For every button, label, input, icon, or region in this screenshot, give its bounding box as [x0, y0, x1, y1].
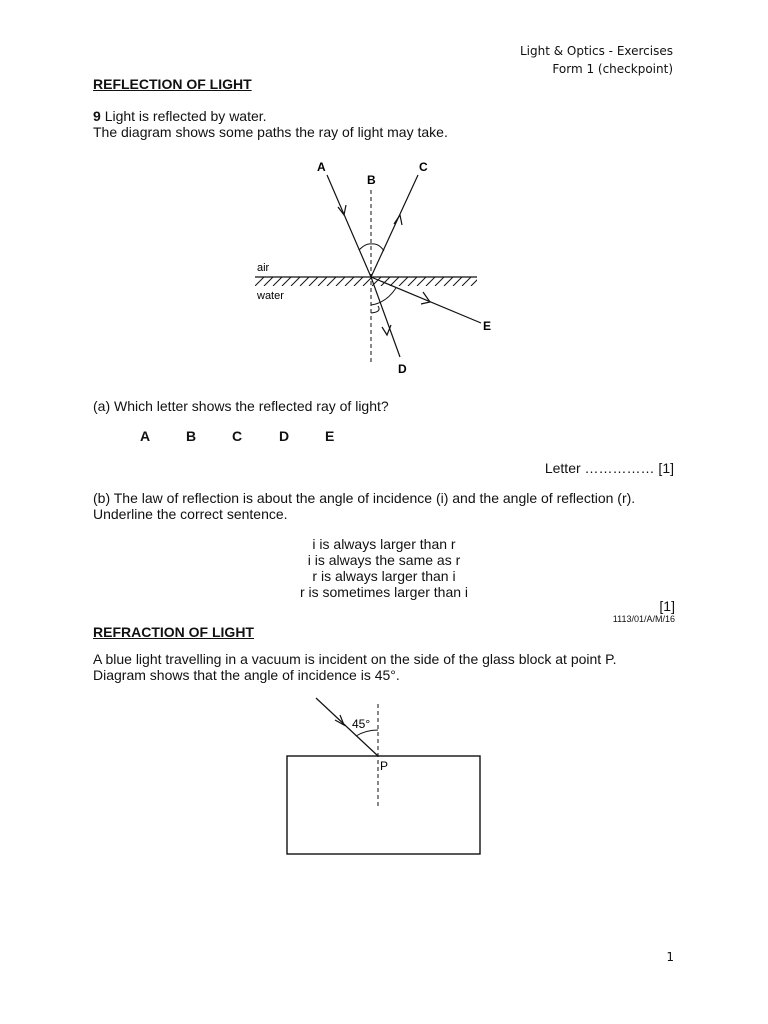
label-a: A [317, 160, 326, 174]
label-water: water [257, 290, 284, 302]
angle-arc-e [371, 288, 396, 305]
question-number: 9 [93, 108, 101, 124]
label-e: E [483, 319, 492, 333]
label-b: B [367, 173, 376, 187]
part-b-instruction: Underline the correct sentence. [93, 506, 288, 522]
part-b-question: (b) The law of reflection is about the angle of incidence (i) and the angle of reflection (r). [93, 490, 636, 506]
sentence-2[interactable]: i is always the same as r [307, 552, 461, 568]
option-a[interactable]: A [140, 428, 151, 444]
answer-line-letter[interactable]: Letter …………… [1] [544, 460, 674, 476]
glass-block-diagram [280, 690, 490, 860]
point-p-label: P [380, 759, 389, 773]
question-intro-text: Light is reflected by water. [104, 108, 267, 124]
part-a-question: (a) Which letter shows the reflected ray of light? [93, 398, 389, 414]
reflection-heading: REFLECTION OF LIGHT [93, 76, 252, 92]
refraction-intro-2: Diagram shows that the angle of incidence is 45°. [93, 667, 400, 683]
sentence-4[interactable]: r is sometimes larger than i [299, 584, 469, 600]
option-e[interactable]: E [325, 428, 335, 444]
answer-options [0, 428, 768, 448]
ray-a [327, 175, 371, 277]
header-title: Light & Optics - Exercises [519, 44, 673, 58]
header-subtitle: Form 1 (checkpoint) [552, 62, 673, 76]
refraction-heading: REFRACTION OF LIGHT [93, 624, 254, 640]
reference-code: 1113/01/A/M/16 [612, 614, 675, 624]
question-intro-line2: The diagram shows some paths the ray of light may take. [93, 124, 448, 140]
angle-arc-d [371, 306, 379, 313]
label-d: D [398, 362, 407, 376]
option-b[interactable]: B [186, 428, 197, 444]
marks-part-b: [1] [659, 598, 675, 614]
angle-arc-incidence [359, 244, 371, 250]
angle-label: 45° [352, 717, 371, 731]
sentence-3[interactable]: r is always larger than i [312, 568, 456, 584]
water-hatching [255, 277, 480, 286]
label-air: air [257, 262, 270, 274]
option-d[interactable]: D [279, 428, 290, 444]
page-number: 1 [666, 950, 674, 964]
reflection-diagram [245, 155, 515, 380]
sentence-1[interactable]: i is always larger than r [312, 536, 456, 552]
option-c[interactable]: C [232, 428, 243, 444]
refraction-intro-1: A blue light travelling in a vacuum is incident on the side of the glass block at point P. [93, 651, 617, 667]
ray-c [371, 175, 418, 277]
angle-arc-reflection [371, 244, 384, 251]
question-9-intro [93, 108, 267, 124]
label-c: C [419, 160, 428, 174]
